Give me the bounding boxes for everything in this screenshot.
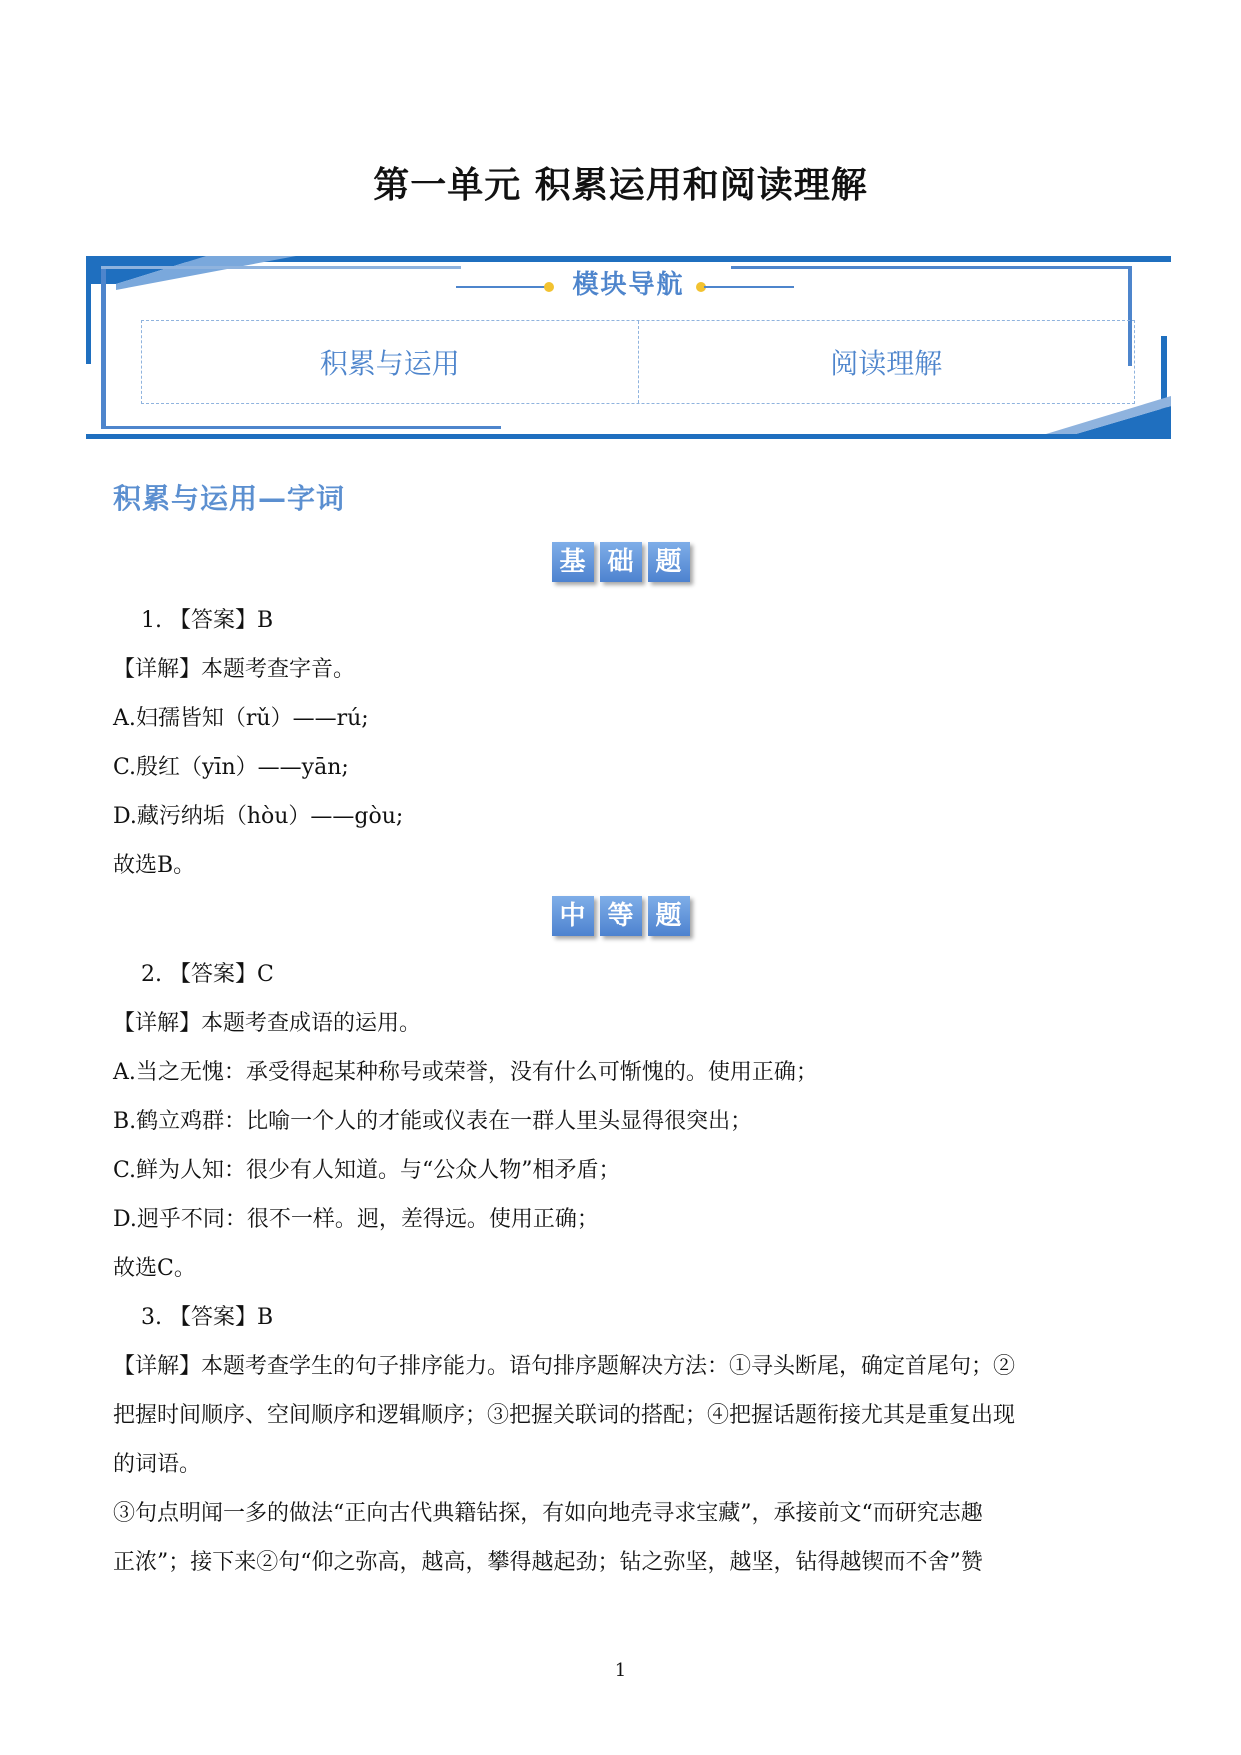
explanation-line: 正浓”；接下来②句“仰之弥高，越高，攀得越起劲；钻之弥坚，越坚，钻得越锲而不舍”赞 — [113, 1550, 983, 1575]
module-navigation-banner — [86, 256, 1171, 442]
explanation-line: C.殷红（yīn）——yān; — [113, 755, 349, 780]
explanation-line: D.迥乎不同：很不一样。迥，差得远。使用正确； — [113, 1207, 599, 1232]
explanation-line: 的词语。 — [113, 1452, 202, 1477]
answer-line: 3. 【答案】B — [141, 1305, 274, 1330]
badge-char: 基 — [552, 542, 594, 582]
explanation-line: A.当之无愧：承受得起某种称号或荣誉，没有什么可惭愧的。使用正确； — [113, 1060, 818, 1085]
nav-module-reading[interactable]: 阅读理解 — [638, 321, 1135, 403]
explanation-line: 【详解】本题考查字音。 — [113, 657, 356, 682]
badge-char: 中 — [552, 896, 594, 936]
module-navigation-title: 模块导航 — [572, 270, 685, 300]
section-heading: 积累与运用—字词 — [113, 482, 346, 515]
document-title: 第一单元 积累运用和阅读理解 — [373, 165, 868, 206]
explanation-line: 把握时间顺序、空间顺序和逻辑顺序；③把握关联词的搭配；④把握话题衔接尤其是重复出现 — [113, 1403, 1016, 1428]
answer-line: 2. 【答案】C — [141, 962, 274, 987]
explanation-line: C.鲜为人知：很少有人知道。与“公众人物”相矛盾； — [113, 1158, 621, 1183]
medium-level-badge — [0, 896, 1241, 936]
page-number: 1 — [614, 1660, 627, 1681]
explanation-line: 故选B。 — [113, 853, 196, 878]
badge-char: 等 — [600, 896, 642, 936]
explanation-line: D.藏污纳垢（hòu）——gòu; — [113, 804, 404, 829]
explanation-line: 【详解】本题考查成语的运用。 — [113, 1011, 422, 1036]
answer-line: 1. 【答案】B — [141, 608, 274, 633]
nav-module-accumulation[interactable]: 积累与运用 — [319, 347, 460, 380]
explanation-line: B.鹤立鸡群：比喻一个人的才能或仪表在一群人里头显得很突出； — [113, 1109, 753, 1134]
module-navigation-table — [141, 320, 1135, 404]
explanation-line: ③句点明闻一多的做法“正向古代典籍钻探，有如向地壳寻求宝藏”，承接前文“而研究志趣 — [113, 1501, 983, 1526]
badge-char: 题 — [648, 542, 690, 582]
badge-char: 题 — [648, 896, 690, 936]
explanation-line: A.妇孺皆知（rǔ）——rú; — [113, 706, 369, 731]
answer-block-1 — [113, 596, 1128, 890]
explanation-line: 故选C。 — [113, 1256, 196, 1281]
basic-level-badge — [0, 542, 1241, 582]
answer-block-2 — [113, 950, 1128, 1587]
explanation-line: 【详解】本题考查学生的句子排序能力。语句排序题解决方法：①寻头断尾，确定首尾句；② — [113, 1354, 1016, 1379]
badge-char: 础 — [600, 542, 642, 582]
